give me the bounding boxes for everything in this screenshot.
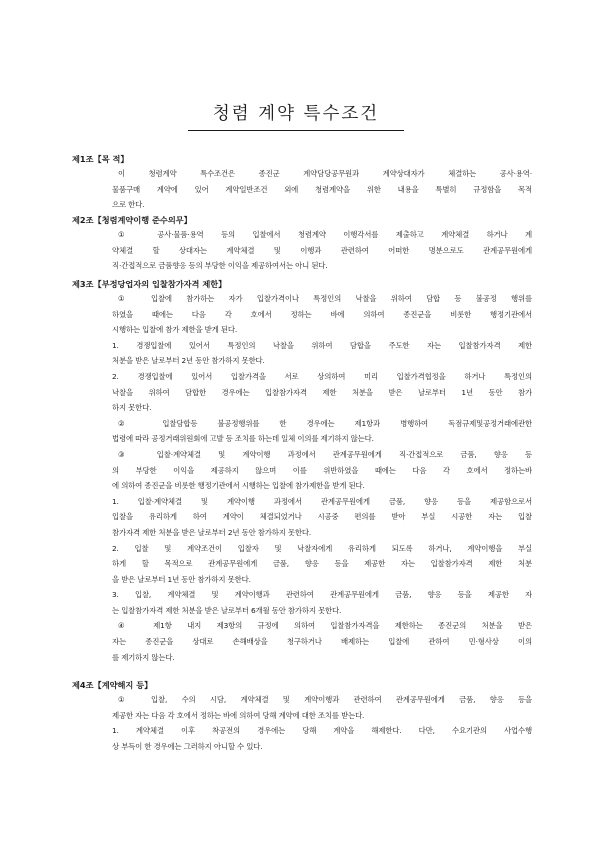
article-text-line: ③ 입찰·계약체결 및 계약이행 과정에서 관계공무원에게 직·간접적으로 금품, 향응 등 bbox=[118, 449, 532, 459]
article-text-line: 을 받은 날로부터 1년 동안 참가하지 못한다. bbox=[112, 574, 251, 584]
article-text-line: 직·간접적으로 금품향응 등의 부당한 이익을 제공하여서는 아니 된다. bbox=[112, 261, 328, 271]
article-3 bbox=[72, 277, 532, 665]
article-text-line: 이 청렴계약 특수조건은 종진군 계약담당공무원과 계약상대자가 체결하는 공사·용역· bbox=[118, 169, 532, 178]
article-text-line: ① 공사·물품·용역 등의 입찰에서 청렴계약 이행각서를 제출하고 계약체결 하거나 계 bbox=[118, 230, 532, 239]
article-text-line: ① 입찰에 참가하는 자가 입찰가격이나 특정인의 낙찰을 위하여 담합 등 불공정 행위를 bbox=[118, 294, 532, 303]
article-text-line: 1. 입찰·계약체결 및 계약이행 과정에서 관계공무원에게 금품, 향응 등을 제공함으로서 bbox=[112, 496, 532, 506]
article-heading: 제2조【청렴계약이행 준수의무】 bbox=[72, 215, 192, 225]
article-text-line: 입찰을 유리하게 하여 계약이 체결되었거나 시공중 편의를 받아 부실 시공한 자는 입찰 bbox=[112, 512, 532, 522]
article-heading: 제4조【계약해지 등】 bbox=[72, 680, 153, 690]
article-1 bbox=[72, 152, 532, 213]
article-text-line: 1. 계약체결 이후 착공전의 경우에는 당해 계약을 해제한다. 다만, 수요기관의 사업수행 bbox=[112, 726, 532, 736]
article-text-line: 의 부당한 이익을 제공하지 않으며 이를 위반하였을 때에는 다음 각 호에서 정하는바 bbox=[112, 465, 532, 475]
article-text-line: 물품구매 계약에 있어 계약일반조건 외에 청렴계약을 위한 내용을 특별히 규정함을 목적 bbox=[112, 184, 532, 194]
article-text-line: ② 입찰담합등 불공정행위를 한 경우에는 제1항과 병행하여 독점규제및공정거래에관한 bbox=[118, 418, 532, 428]
article-text-line: 약체결 할 상대자는 계약체결 및 이행과 관련하여 어떠한 명분으로도 관계공무원에게 bbox=[112, 245, 532, 255]
article-text-line: 에 의하여 종진군을 비롯한 행정기관에서 시행하는 입찰에 참가제한을 받게 된다. bbox=[112, 481, 365, 491]
article-text-line: 처분을 받은 날로부터 2년 동안 참가하지 못한다. bbox=[112, 356, 265, 366]
title-underline bbox=[188, 130, 404, 131]
article-text-line: 2. 입찰 및 계약조건이 입찰자 및 낙찰자에게 유리하게 되도록 하거나, 계약이행을 부실 bbox=[112, 543, 532, 553]
article-text-line: 법령에 따라 공정거래위원회에 고발 등 조치를 하는데 일체 이의를 제기하지 않는다. bbox=[112, 434, 374, 444]
article-text-line: 2. 경쟁입찰에 있어서 입찰가격을 서로 상의하여 미리 입찰가격협정을 하거나 특정인의 bbox=[112, 371, 532, 381]
document-title: 청렴 계약 특수조건 bbox=[212, 104, 380, 124]
article-text-line: 1. 경쟁입찰에 있어서 특정인의 낙찰을 위하여 담합을 주도한 자는 입찰참가자격 제한 bbox=[112, 340, 532, 350]
article-text-line: 낙찰을 위하여 담합한 경우에는 입찰참가자격 제한 처분을 받은 날로부터 1년 동안 참가 bbox=[112, 387, 532, 397]
article-text-line: 하게 할 목적으로 관계공무원에게 금품, 향응 등을 제공한 자는 입찰참가자격 제한 처분 bbox=[112, 559, 532, 569]
article-text-line: 으로 한다. bbox=[112, 200, 145, 210]
article-4 bbox=[72, 678, 532, 754]
article-heading: 제1조【목 적】 bbox=[72, 154, 129, 164]
title-block bbox=[188, 103, 404, 125]
article-text-line: 3. 입찰, 계약체결 및 계약이행과 관련하여 관계공무원에게 금품, 향응 등을 제공한 자 bbox=[112, 590, 532, 600]
article-text-line: 하지 못한다. bbox=[112, 403, 152, 413]
article-text-line: ① 입찰, 수의 시담, 계약체결 및 계약이행과 관련하여 관계공무원에게 금품, 향응 등을 bbox=[118, 695, 532, 704]
article-text-line: 시행하는 입찰에 참가 제한을 받게 된다. bbox=[112, 325, 238, 335]
article-text-line: 참가자격 제한 처분을 받은 날로부터 2년 동안 참가하지 못한다. bbox=[112, 527, 312, 537]
article-text-line: 상 부득이 한 경우에는 그러하지 아니할 수 있다. bbox=[112, 741, 263, 751]
article-text-line: 하였을 때에는 다음 각 호에서 정하는 바에 의하여 종진군을 비롯한 행정기관에서 bbox=[112, 309, 532, 319]
article-text-line: ④ 제1항 내지 제3항의 규정에 의하여 입찰참가자격을 제한하는 종진군의 처분을 받은 bbox=[118, 621, 532, 631]
article-2 bbox=[72, 213, 532, 274]
article-text-line: 를 제기하지 않는다. bbox=[112, 652, 175, 662]
article-text-line: 제공한 자는 다음 각 호에서 정하는 바에 의하여 당해 계약에 대한 조치를 받는다. bbox=[112, 710, 365, 720]
article-text-line: 자는 종진군을 상대로 손해배상을 청구하거나 배제하는 입찰에 관하여 민·형사상 이의 bbox=[112, 637, 532, 647]
article-text-line: 는 입찰참가자격 제한 처분을 받은 날로부터 6개월 동안 참가하지 못한다. bbox=[112, 605, 342, 615]
article-heading: 제3조【부정당업자의 입찰참가자격 제한】 bbox=[72, 279, 227, 289]
